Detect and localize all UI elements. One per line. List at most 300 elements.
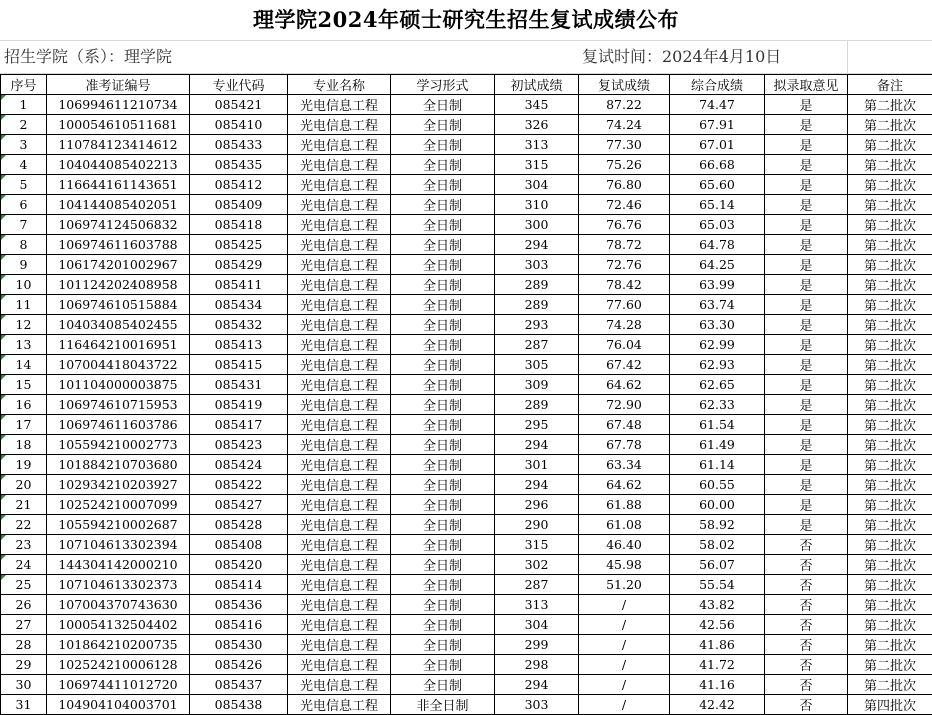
cell-initial-score[interactable]: 296 [495,495,579,515]
cell-exam-id[interactable]: 106974124506832 [47,215,190,235]
cell-major-name[interactable]: 光电信息工程 [288,215,391,235]
cell-total-score[interactable]: 61.54 [670,415,765,435]
cell-initial-score[interactable]: 289 [495,395,579,415]
cell-study-mode[interactable]: 全日制 [391,235,495,255]
cell-initial-score[interactable]: 313 [495,135,579,155]
cell-retest-score[interactable]: 74.28 [579,315,670,335]
cell-initial-score[interactable]: 294 [495,475,579,495]
cell-initial-score[interactable]: 301 [495,455,579,475]
cell-admission[interactable]: 否 [765,635,848,655]
cell-major-code[interactable]: 085408 [190,535,288,555]
cell-study-mode[interactable]: 全日制 [391,275,495,295]
cell-retest-score[interactable]: 76.04 [579,335,670,355]
cell-initial-score[interactable]: 302 [495,555,579,575]
cell-remark[interactable]: 第二批次 [848,515,932,535]
cell-seq[interactable]: 10 [1,275,47,295]
cell-study-mode[interactable]: 全日制 [391,495,495,515]
cell-admission[interactable]: 是 [765,175,848,195]
cell-remark[interactable]: 第二批次 [848,495,932,515]
cell-exam-id[interactable]: 101104000003875 [47,375,190,395]
cell-major-code[interactable]: 085430 [190,635,288,655]
column-header-total-score[interactable]: 综合成绩 [670,75,765,95]
cell-admission[interactable]: 是 [765,515,848,535]
cell-admission[interactable]: 否 [765,695,848,715]
cell-seq[interactable]: 15 [1,375,47,395]
cell-admission[interactable]: 是 [765,355,848,375]
cell-major-code[interactable]: 085412 [190,175,288,195]
cell-initial-score[interactable]: 289 [495,275,579,295]
cell-initial-score[interactable]: 326 [495,115,579,135]
cell-major-name[interactable]: 光电信息工程 [288,115,391,135]
cell-seq[interactable]: 4 [1,155,47,175]
cell-exam-id[interactable]: 104044085402213 [47,155,190,175]
cell-exam-id[interactable]: 104034085402455 [47,315,190,335]
cell-retest-score[interactable]: 76.80 [579,175,670,195]
cell-admission[interactable]: 否 [765,575,848,595]
cell-major-name[interactable]: 光电信息工程 [288,535,391,555]
cell-initial-score[interactable]: 299 [495,635,579,655]
cell-total-score[interactable]: 58.02 [670,535,765,555]
cell-total-score[interactable]: 65.60 [670,175,765,195]
cell-retest-score[interactable]: 77.60 [579,295,670,315]
cell-initial-score[interactable]: 287 [495,335,579,355]
cell-retest-score[interactable]: 77.30 [579,135,670,155]
cell-exam-id[interactable]: 107104613302373 [47,575,190,595]
cell-exam-id[interactable]: 104904104003701 [47,695,190,715]
cell-total-score[interactable]: 67.91 [670,115,765,135]
cell-major-name[interactable]: 光电信息工程 [288,615,391,635]
cell-remark[interactable]: 第二批次 [848,555,932,575]
cell-exam-id[interactable]: 101124202408958 [47,275,190,295]
cell-remark[interactable]: 第二批次 [848,195,932,215]
cell-exam-id[interactable]: 106974610515884 [47,295,190,315]
cell-major-code[interactable]: 085433 [190,135,288,155]
cell-seq[interactable]: 22 [1,515,47,535]
cell-seq[interactable]: 11 [1,295,47,315]
cell-initial-score[interactable]: 305 [495,355,579,375]
cell-major-name[interactable]: 光电信息工程 [288,315,391,335]
cell-major-code[interactable]: 085414 [190,575,288,595]
cell-study-mode[interactable]: 全日制 [391,315,495,335]
cell-remark[interactable]: 第二批次 [848,335,932,355]
cell-retest-score[interactable]: 76.76 [579,215,670,235]
cell-admission[interactable]: 否 [765,555,848,575]
cell-total-score[interactable]: 62.93 [670,355,765,375]
cell-seq[interactable]: 24 [1,555,47,575]
cell-major-code[interactable]: 085437 [190,675,288,695]
cell-retest-score[interactable]: / [579,595,670,615]
cell-remark[interactable]: 第二批次 [848,375,932,395]
cell-major-code[interactable]: 085426 [190,655,288,675]
cell-remark[interactable]: 第二批次 [848,355,932,375]
cell-total-score[interactable]: 55.54 [670,575,765,595]
cell-seq[interactable]: 20 [1,475,47,495]
cell-major-name[interactable]: 光电信息工程 [288,635,391,655]
cell-seq[interactable]: 8 [1,235,47,255]
cell-seq[interactable]: 29 [1,655,47,675]
cell-retest-score[interactable]: 46.40 [579,535,670,555]
cell-admission[interactable]: 否 [765,675,848,695]
cell-seq[interactable]: 13 [1,335,47,355]
cell-initial-score[interactable]: 289 [495,295,579,315]
cell-remark[interactable]: 第二批次 [848,115,932,135]
cell-major-code[interactable]: 085409 [190,195,288,215]
cell-admission[interactable]: 是 [765,475,848,495]
cell-major-code[interactable]: 085434 [190,295,288,315]
cell-total-score[interactable]: 65.03 [670,215,765,235]
cell-initial-score[interactable]: 303 [495,255,579,275]
cell-study-mode[interactable]: 全日制 [391,115,495,135]
cell-exam-id[interactable]: 110784123414612 [47,135,190,155]
cell-retest-score[interactable]: 72.46 [579,195,670,215]
cell-exam-id[interactable]: 106174201002967 [47,255,190,275]
cell-exam-id[interactable]: 105594210002773 [47,435,190,455]
cell-initial-score[interactable]: 310 [495,195,579,215]
cell-initial-score[interactable]: 315 [495,535,579,555]
cell-remark[interactable]: 第二批次 [848,395,932,415]
cell-retest-score[interactable]: 72.76 [579,255,670,275]
cell-exam-id[interactable]: 106994611210734 [47,95,190,115]
cell-study-mode[interactable]: 非全日制 [391,695,495,715]
cell-remark[interactable]: 第二批次 [848,95,932,115]
cell-seq[interactable]: 7 [1,215,47,235]
cell-study-mode[interactable]: 全日制 [391,435,495,455]
cell-admission[interactable]: 是 [765,275,848,295]
cell-initial-score[interactable]: 313 [495,595,579,615]
cell-major-code[interactable]: 085423 [190,435,288,455]
column-header-initial-score[interactable]: 初试成绩 [495,75,579,95]
cell-admission[interactable]: 是 [765,395,848,415]
cell-major-code[interactable]: 085416 [190,615,288,635]
cell-retest-score[interactable]: 64.62 [579,475,670,495]
cell-admission[interactable]: 是 [765,195,848,215]
cell-exam-id[interactable]: 104144085402051 [47,195,190,215]
cell-seq[interactable]: 28 [1,635,47,655]
cell-exam-id[interactable]: 107104613302394 [47,535,190,555]
cell-total-score[interactable]: 61.14 [670,455,765,475]
cell-seq[interactable]: 17 [1,415,47,435]
cell-admission[interactable]: 是 [765,435,848,455]
cell-total-score[interactable]: 64.25 [670,255,765,275]
cell-major-name[interactable]: 光电信息工程 [288,135,391,155]
cell-seq[interactable]: 25 [1,575,47,595]
cell-total-score[interactable]: 62.65 [670,375,765,395]
cell-total-score[interactable]: 63.74 [670,295,765,315]
cell-admission[interactable]: 是 [765,115,848,135]
cell-retest-score[interactable]: 78.42 [579,275,670,295]
cell-seq[interactable]: 2 [1,115,47,135]
cell-seq[interactable]: 23 [1,535,47,555]
cell-exam-id[interactable]: 101884210703680 [47,455,190,475]
column-header-admission[interactable]: 拟录取意见 [765,75,848,95]
cell-study-mode[interactable]: 全日制 [391,455,495,475]
cell-major-code[interactable]: 085422 [190,475,288,495]
cell-remark[interactable]: 第二批次 [848,135,932,155]
cell-exam-id[interactable]: 106974611603786 [47,415,190,435]
cell-remark[interactable]: 第二批次 [848,315,932,335]
cell-major-code[interactable]: 085431 [190,375,288,395]
cell-study-mode[interactable]: 全日制 [391,555,495,575]
cell-total-score[interactable]: 63.99 [670,275,765,295]
column-header-study-mode[interactable]: 学习形式 [391,75,495,95]
cell-retest-score[interactable]: 61.88 [579,495,670,515]
cell-major-code[interactable]: 085427 [190,495,288,515]
cell-exam-id[interactable]: 107004418043722 [47,355,190,375]
cell-study-mode[interactable]: 全日制 [391,195,495,215]
cell-retest-score[interactable]: 67.42 [579,355,670,375]
cell-initial-score[interactable]: 315 [495,155,579,175]
cell-study-mode[interactable]: 全日制 [391,135,495,155]
cell-major-name[interactable]: 光电信息工程 [288,595,391,615]
cell-exam-id[interactable]: 106974411012720 [47,675,190,695]
cell-major-code[interactable]: 085435 [190,155,288,175]
cell-retest-score[interactable]: 64.62 [579,375,670,395]
cell-major-name[interactable]: 光电信息工程 [288,235,391,255]
cell-remark[interactable]: 第二批次 [848,595,932,615]
cell-major-code[interactable]: 085438 [190,695,288,715]
cell-total-score[interactable]: 41.86 [670,635,765,655]
cell-study-mode[interactable]: 全日制 [391,615,495,635]
cell-initial-score[interactable]: 345 [495,95,579,115]
cell-major-name[interactable]: 光电信息工程 [288,155,391,175]
cell-retest-score[interactable]: 87.22 [579,95,670,115]
cell-study-mode[interactable]: 全日制 [391,415,495,435]
cell-major-name[interactable]: 光电信息工程 [288,495,391,515]
cell-remark[interactable]: 第二批次 [848,175,932,195]
cell-total-score[interactable]: 42.56 [670,615,765,635]
cell-retest-score[interactable]: 72.90 [579,395,670,415]
cell-exam-id[interactable]: 100054610511681 [47,115,190,135]
cell-initial-score[interactable]: 309 [495,375,579,395]
cell-major-code[interactable]: 085421 [190,95,288,115]
column-header-remark[interactable]: 备注 [848,75,932,95]
cell-major-name[interactable]: 光电信息工程 [288,655,391,675]
cell-total-score[interactable]: 41.72 [670,655,765,675]
cell-retest-score[interactable]: 45.98 [579,555,670,575]
cell-seq[interactable]: 26 [1,595,47,615]
cell-study-mode[interactable]: 全日制 [391,575,495,595]
cell-initial-score[interactable]: 287 [495,575,579,595]
cell-major-code[interactable]: 085410 [190,115,288,135]
cell-retest-score[interactable]: 75.26 [579,155,670,175]
cell-total-score[interactable]: 61.49 [670,435,765,455]
cell-total-score[interactable]: 60.00 [670,495,765,515]
cell-remark[interactable]: 第二批次 [848,215,932,235]
cell-seq[interactable]: 18 [1,435,47,455]
cell-major-name[interactable]: 光电信息工程 [288,675,391,695]
column-header-major-name[interactable]: 专业名称 [288,75,391,95]
cell-initial-score[interactable]: 304 [495,615,579,635]
cell-major-name[interactable]: 光电信息工程 [288,295,391,315]
cell-major-name[interactable]: 光电信息工程 [288,695,391,715]
cell-admission[interactable]: 是 [765,495,848,515]
cell-major-code[interactable]: 085428 [190,515,288,535]
cell-seq[interactable]: 1 [1,95,47,115]
cell-total-score[interactable]: 42.42 [670,695,765,715]
cell-initial-score[interactable]: 290 [495,515,579,535]
cell-major-name[interactable]: 光电信息工程 [288,475,391,495]
cell-initial-score[interactable]: 294 [495,675,579,695]
cell-exam-id[interactable]: 101864210200735 [47,635,190,655]
cell-seq[interactable]: 31 [1,695,47,715]
cell-retest-score[interactable]: / [579,695,670,715]
cell-total-score[interactable]: 62.33 [670,395,765,415]
cell-study-mode[interactable]: 全日制 [391,475,495,495]
cell-remark[interactable]: 第二批次 [848,255,932,275]
cell-total-score[interactable]: 65.14 [670,195,765,215]
cell-initial-score[interactable]: 294 [495,235,579,255]
cell-retest-score[interactable]: 67.48 [579,415,670,435]
cell-study-mode[interactable]: 全日制 [391,515,495,535]
cell-admission[interactable]: 是 [765,235,848,255]
cell-total-score[interactable]: 67.01 [670,135,765,155]
cell-major-name[interactable]: 光电信息工程 [288,455,391,475]
cell-total-score[interactable]: 60.55 [670,475,765,495]
cell-initial-score[interactable]: 304 [495,175,579,195]
cell-major-name[interactable]: 光电信息工程 [288,435,391,455]
cell-major-name[interactable]: 光电信息工程 [288,335,391,355]
cell-admission[interactable]: 是 [765,155,848,175]
cell-major-code[interactable]: 085411 [190,275,288,295]
cell-retest-score[interactable]: / [579,635,670,655]
cell-exam-id[interactable]: 102524210006128 [47,655,190,675]
cell-exam-id[interactable]: 102524210007099 [47,495,190,515]
cell-study-mode[interactable]: 全日制 [391,375,495,395]
cell-study-mode[interactable]: 全日制 [391,655,495,675]
cell-study-mode[interactable]: 全日制 [391,175,495,195]
cell-major-code[interactable]: 085415 [190,355,288,375]
cell-total-score[interactable]: 56.07 [670,555,765,575]
cell-admission[interactable]: 是 [765,335,848,355]
cell-seq[interactable]: 30 [1,675,47,695]
column-header-retest-score[interactable]: 复试成绩 [579,75,670,95]
cell-major-code[interactable]: 085413 [190,335,288,355]
cell-remark[interactable]: 第二批次 [848,575,932,595]
cell-total-score[interactable]: 66.68 [670,155,765,175]
cell-initial-score[interactable]: 298 [495,655,579,675]
cell-study-mode[interactable]: 全日制 [391,355,495,375]
cell-admission[interactable]: 是 [765,255,848,275]
cell-initial-score[interactable]: 303 [495,695,579,715]
cell-retest-score[interactable]: 63.34 [579,455,670,475]
cell-remark[interactable]: 第二批次 [848,275,932,295]
cell-seq[interactable]: 16 [1,395,47,415]
cell-admission[interactable]: 是 [765,315,848,335]
cell-remark[interactable]: 第二批次 [848,615,932,635]
cell-seq[interactable]: 27 [1,615,47,635]
cell-remark[interactable]: 第二批次 [848,415,932,435]
cell-seq[interactable]: 3 [1,135,47,155]
cell-study-mode[interactable]: 全日制 [391,395,495,415]
cell-major-name[interactable]: 光电信息工程 [288,415,391,435]
cell-study-mode[interactable]: 全日制 [391,595,495,615]
cell-initial-score[interactable]: 300 [495,215,579,235]
cell-total-score[interactable]: 58.92 [670,515,765,535]
cell-remark[interactable]: 第二批次 [848,455,932,475]
cell-major-name[interactable]: 光电信息工程 [288,255,391,275]
cell-admission[interactable]: 否 [765,535,848,555]
cell-study-mode[interactable]: 全日制 [391,635,495,655]
cell-major-code[interactable]: 085429 [190,255,288,275]
column-header-major-code[interactable]: 专业代码 [190,75,288,95]
cell-exam-id[interactable]: 100054132504402 [47,615,190,635]
cell-remark[interactable]: 第四批次 [848,695,932,715]
cell-major-name[interactable]: 光电信息工程 [288,375,391,395]
cell-major-code[interactable]: 085420 [190,555,288,575]
cell-seq[interactable]: 14 [1,355,47,375]
cell-total-score[interactable]: 63.30 [670,315,765,335]
column-header-exam-id[interactable]: 准考证编号 [47,75,190,95]
cell-remark[interactable]: 第二批次 [848,655,932,675]
cell-retest-score[interactable]: 61.08 [579,515,670,535]
cell-study-mode[interactable]: 全日制 [391,255,495,275]
cell-seq[interactable]: 6 [1,195,47,215]
cell-retest-score[interactable]: / [579,615,670,635]
cell-admission[interactable]: 是 [765,295,848,315]
cell-study-mode[interactable]: 全日制 [391,335,495,355]
cell-remark[interactable]: 第二批次 [848,235,932,255]
cell-exam-id[interactable]: 106974610715953 [47,395,190,415]
cell-study-mode[interactable]: 全日制 [391,95,495,115]
cell-total-score[interactable]: 41.16 [670,675,765,695]
cell-total-score[interactable]: 43.82 [670,595,765,615]
cell-major-code[interactable]: 085424 [190,455,288,475]
cell-study-mode[interactable]: 全日制 [391,535,495,555]
cell-admission[interactable]: 是 [765,375,848,395]
cell-admission[interactable]: 否 [765,655,848,675]
cell-seq[interactable]: 9 [1,255,47,275]
cell-retest-score[interactable]: / [579,655,670,675]
cell-major-name[interactable]: 光电信息工程 [288,175,391,195]
cell-remark[interactable]: 第二批次 [848,675,932,695]
cell-remark[interactable]: 第二批次 [848,155,932,175]
cell-remark[interactable]: 第二批次 [848,295,932,315]
cell-retest-score[interactable]: 78.72 [579,235,670,255]
cell-study-mode[interactable]: 全日制 [391,155,495,175]
cell-major-code[interactable]: 085418 [190,215,288,235]
cell-initial-score[interactable]: 294 [495,435,579,455]
cell-major-code[interactable]: 085425 [190,235,288,255]
cell-seq[interactable]: 12 [1,315,47,335]
cell-initial-score[interactable]: 293 [495,315,579,335]
cell-remark[interactable]: 第二批次 [848,435,932,455]
cell-seq[interactable]: 5 [1,175,47,195]
cell-major-code[interactable]: 085436 [190,595,288,615]
cell-retest-score[interactable]: 51.20 [579,575,670,595]
cell-remark[interactable]: 第二批次 [848,535,932,555]
cell-study-mode[interactable]: 全日制 [391,295,495,315]
cell-retest-score[interactable]: 67.78 [579,435,670,455]
cell-seq[interactable]: 19 [1,455,47,475]
cell-major-name[interactable]: 光电信息工程 [288,275,391,295]
cell-admission[interactable]: 否 [765,595,848,615]
cell-major-code[interactable]: 085419 [190,395,288,415]
cell-exam-id[interactable]: 107004370743630 [47,595,190,615]
cell-total-score[interactable]: 62.99 [670,335,765,355]
cell-admission[interactable]: 是 [765,215,848,235]
cell-major-code[interactable]: 085432 [190,315,288,335]
cell-total-score[interactable]: 74.47 [670,95,765,115]
cell-remark[interactable]: 第二批次 [848,635,932,655]
cell-study-mode[interactable]: 全日制 [391,215,495,235]
cell-retest-score[interactable]: 74.24 [579,115,670,135]
cell-retest-score[interactable]: / [579,675,670,695]
cell-admission[interactable]: 是 [765,135,848,155]
cell-major-name[interactable]: 光电信息工程 [288,555,391,575]
cell-initial-score[interactable]: 295 [495,415,579,435]
cell-major-name[interactable]: 光电信息工程 [288,575,391,595]
cell-seq[interactable]: 21 [1,495,47,515]
